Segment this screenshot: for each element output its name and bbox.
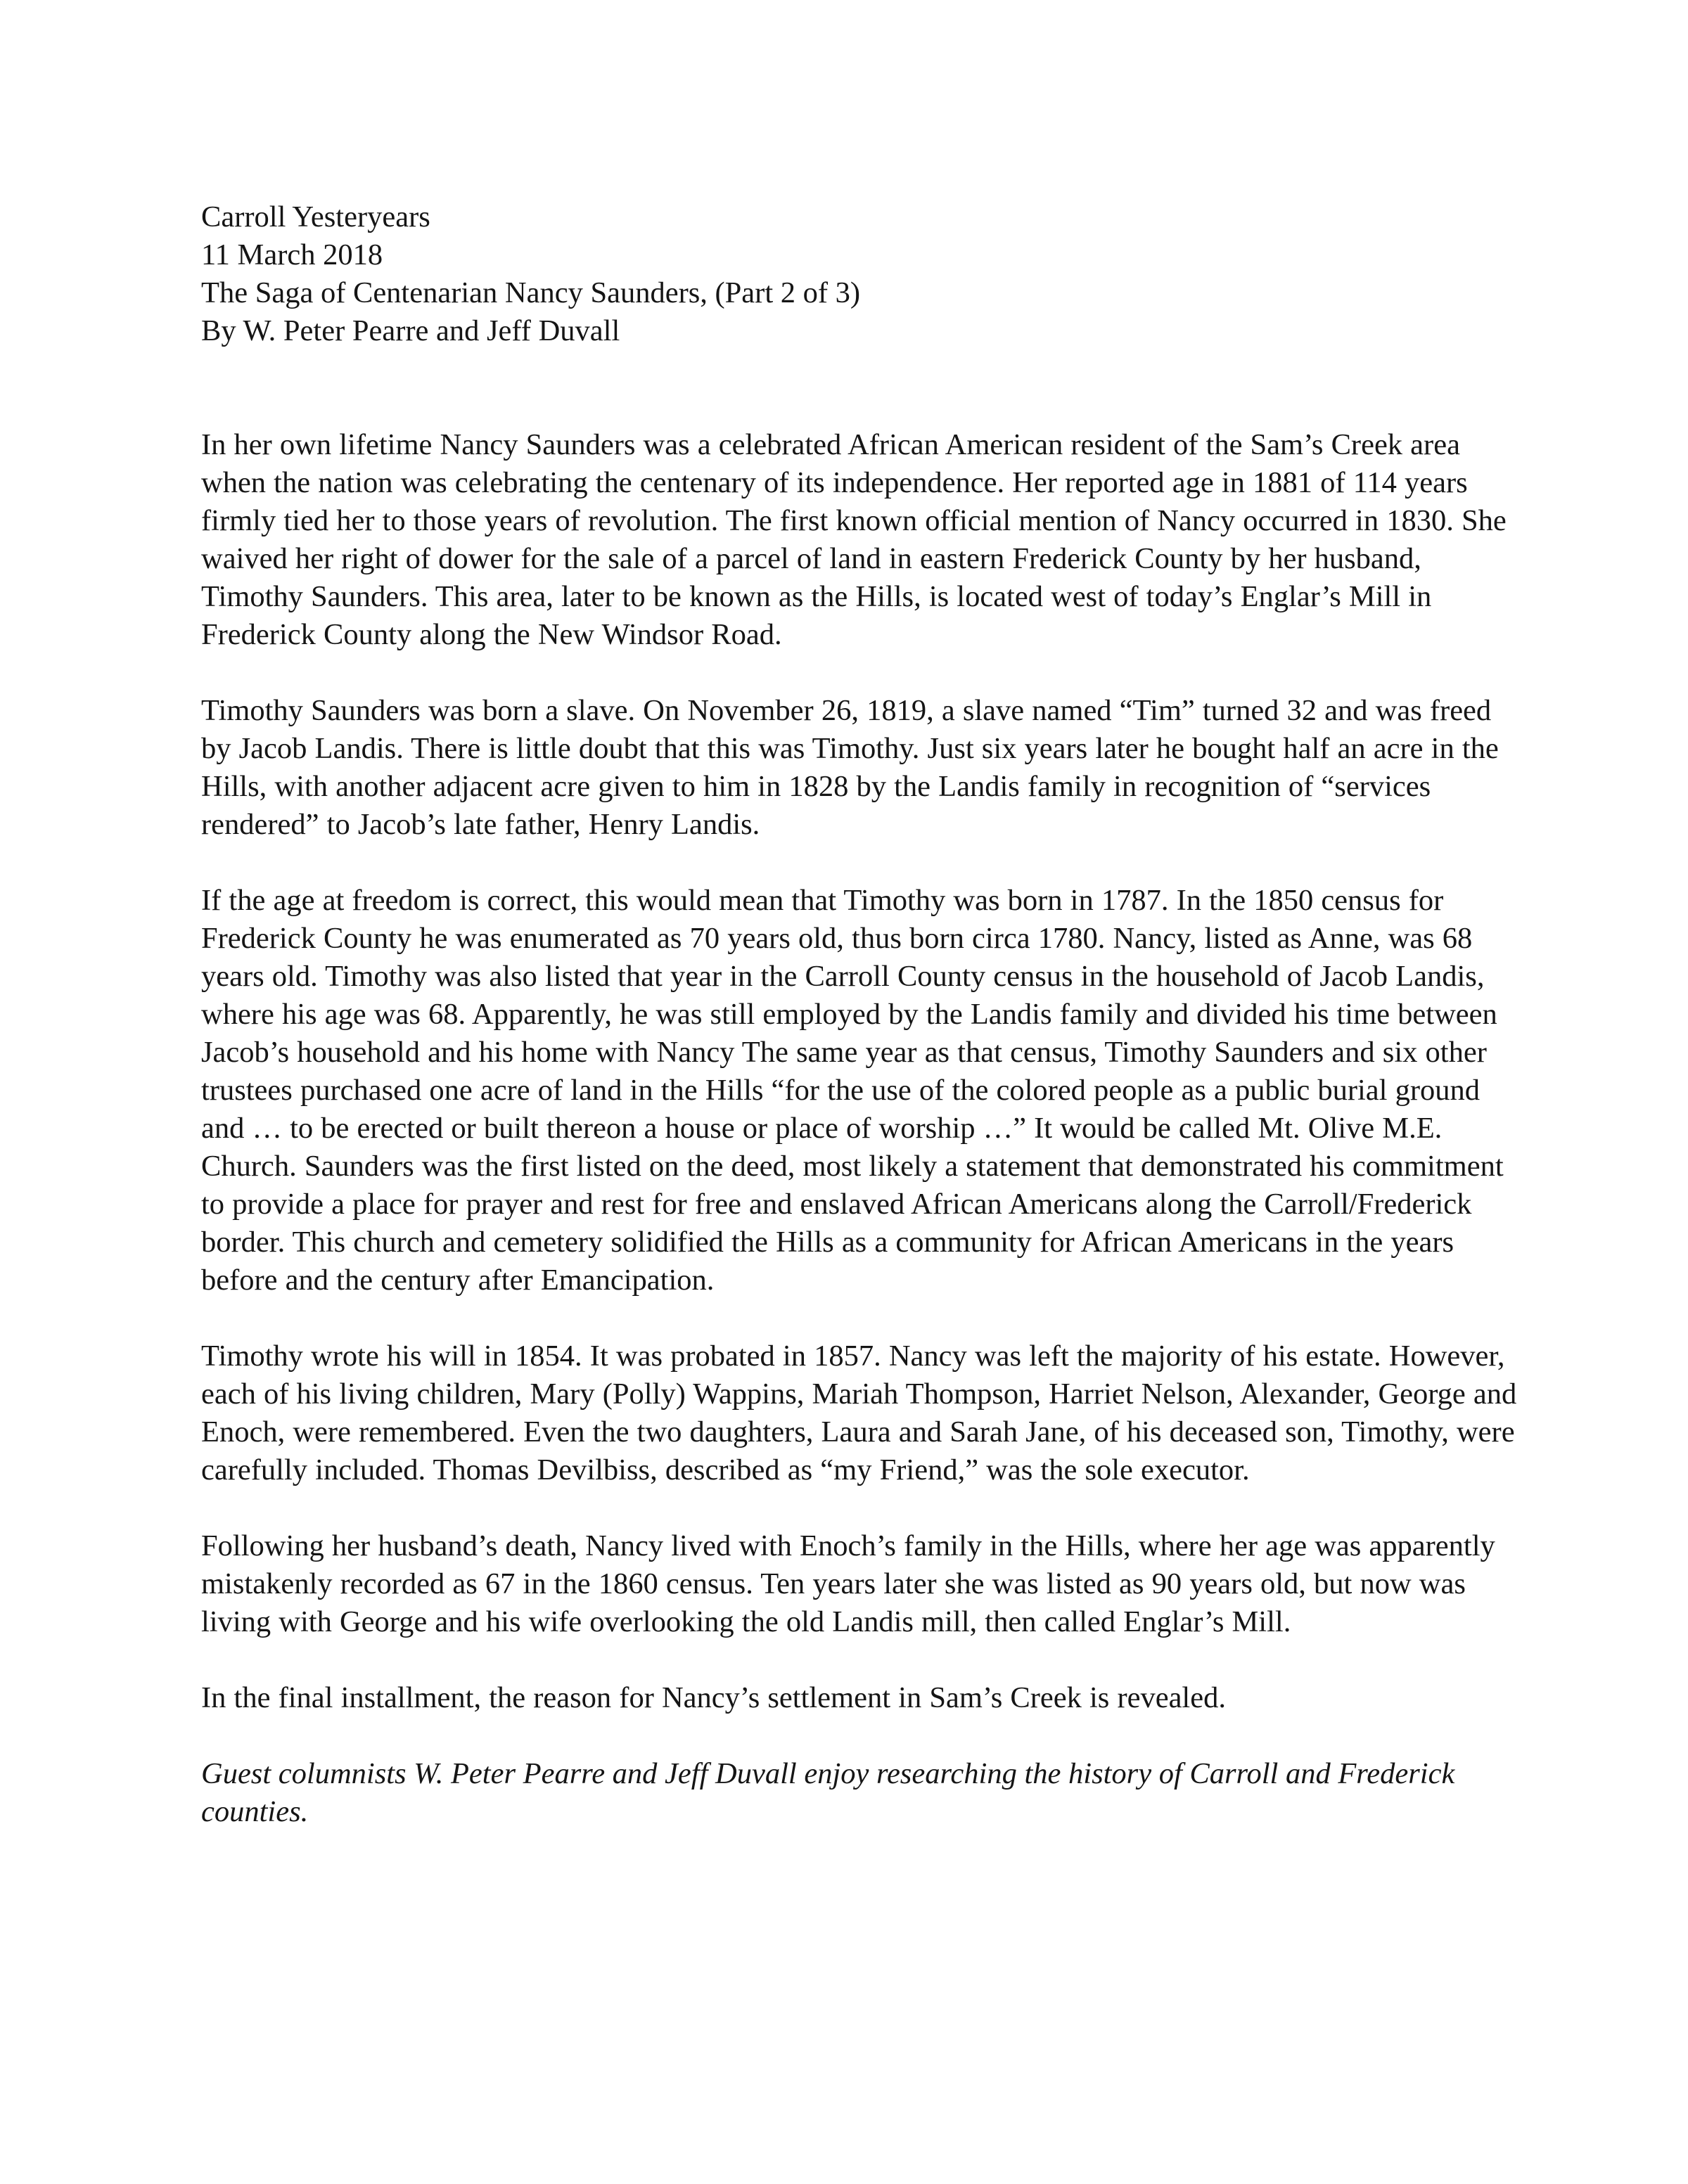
article-header xyxy=(201,198,1523,350)
document-body xyxy=(201,198,1523,1831)
paragraph-2: Timothy Saunders was born a slave. On November 26, 1819, a slave named “Tim” turned 32 and was freed by Jacob Landis. There is little doubt that this was Timothy. Just six years later he bought half an acre in the Hills, with another adjacent acre given to him in 1828 by the Landis family in recognition of “services rendered” to Jacob’s late father, Henry Landis. xyxy=(201,694,1499,841)
publication-date: 11 March 2018 xyxy=(201,238,383,271)
author-note: Guest columnists W. Peter Pearre and Jeff Duvall enjoy researching the history of Carroll and Frederick counties. xyxy=(201,1757,1455,1828)
byline: By W. Peter Pearre and Jeff Duvall xyxy=(201,314,620,347)
paragraph-6: In the final installment, the reason for Nancy’s settlement in Sam’s Creek is revealed. xyxy=(201,1681,1226,1714)
article-title: The Saga of Centenarian Nancy Saunders, (Part 2 of 3) xyxy=(201,276,861,309)
paragraph-4: Timothy wrote his will in 1854. It was probated in 1857. Nancy was left the majority of his estate. However, each of his living children, Mary (Polly) Wappins, Mariah Thompson, Harriet Nelson, Alexander, George and Enoch, were remembered. Even the two daughters, Laura and Sarah Jane, of his deceased son, Timothy, were carefully included. Thomas Devilbiss, described as “my Friend,” was the sole executor. xyxy=(201,1340,1517,1486)
paragraph-3: If the age at freedom is correct, this would mean that Timothy was born in 1787. In the 1850 census for Frederick County he was enumerated as 70 years old, thus born circa 1780. Nancy, listed as Anne, was 68 years old. Timothy was also listed that year in the Carroll County census in the household of Jacob Landis, where his age was 68. Apparently, he was still employed by the Landis family and divided his time between Jacob’s household and his home with Nancy The same year as that census, Timothy Saunders and six other trustees purchased one acre of land in the Hills “for the use of the colored people as a public burial ground and … to be erected or built thereon a house or place of worship …” It would be called Mt. Olive M.E. Church. Saunders was the first listed on the deed, most likely a statement that demonstrated his commitment to provide a place for prayer and rest for free and enslaved African Americans along the Carroll/Frederick border. This church and cemetery solidified the Hills as a community for African Americans in the years before and the century after Emancipation. xyxy=(201,884,1504,1297)
column-name: Carroll Yesteryears xyxy=(201,200,430,233)
paragraph-5: Following her husband’s death, Nancy lived with Enoch’s family in the Hills, where her age was apparently mistakenly recorded as 67 in the 1860 census. Ten years later she was listed as 90 years old, but now was living with George and his wife overlooking the old Landis mill, then called Englar’s Mill. xyxy=(201,1529,1495,1638)
paragraph-1: In her own lifetime Nancy Saunders was a celebrated African American resident of the Sam’s Creek area when the nation was celebrating the centenary of its independence. Her reported age in 1881 of 114 years firmly tied her to those years of revolution. The first known official mention of Nancy occurred in 1830. She waived her right of dower for the sale of a parcel of land in eastern Frederick County by her husband, Timothy Saunders. This area, later to be known as the Hills, is located west of today’s Englar’s Mill in Frederick County along the New Windsor Road. xyxy=(201,428,1507,651)
